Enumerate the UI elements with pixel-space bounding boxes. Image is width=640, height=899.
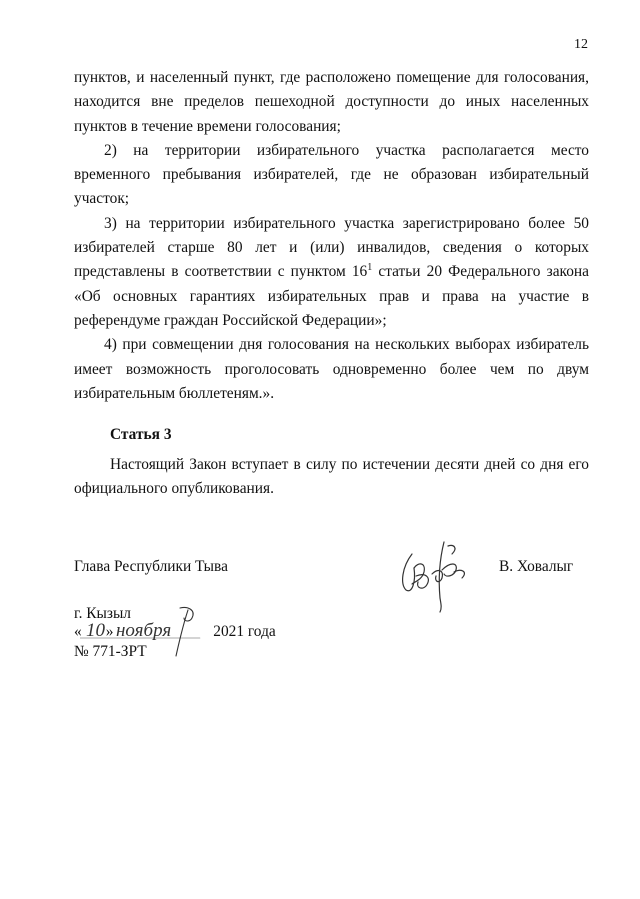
place-of-signing: г. Кызыл [74, 605, 131, 622]
paragraph-item-4: 4) при совмещении дня голосования на нескольких выборах избиратель имеет возможность проголосовать одновременно более чем по двум избирательным бюллетеням.». [74, 336, 589, 402]
paragraph-continuation: пунктов, и населенный пункт, где расположено помещение для голосования, находится вне пределов пешеходной доступности до иных населенных пунктов в течение времени голосования; [74, 69, 589, 135]
date-quote-open: « [74, 623, 82, 640]
paragraph-item-3-part-b: статьи 20 Федерального закона «Об основных гарантиях избирательных прав и права на участие в референдуме граждан Российской Федерации»; [74, 263, 589, 329]
law-number: № 771-ЗРТ [74, 643, 147, 660]
signatory-position: Глава Республики Тыва [74, 558, 228, 575]
date-year: 2021 года [209, 623, 276, 640]
date-quote-close: » [105, 623, 114, 640]
handwritten-month-text: ноября [116, 620, 172, 641]
page-number: 12 [574, 37, 588, 52]
article-heading: Статья 3 [110, 426, 172, 443]
superscript-index: 1 [367, 262, 373, 274]
handwritten-day-text: 10 [86, 620, 105, 641]
law-body-text [74, 66, 589, 406]
paragraph-item-2: 2) на территории избирательного участка располагается место временного пребывания избирателей, где не образован избирательный участок; [74, 141, 589, 208]
paragraph-item-3-part-a: 3) на территории избирательного участка зарегистрировано более 50 избирателей старше 80 лет и (или) инвалидов, сведения о которых представлены в соответствии с пунктом 16 [74, 214, 589, 281]
handwritten-signature [392, 532, 477, 616]
signatory-name: В. Ховалыг [499, 558, 574, 575]
article-text: Настоящий Закон вступает в силу по истечении десяти дней со дня его официального опубликования. [74, 456, 589, 498]
paragraph-item-3 [74, 212, 589, 333]
